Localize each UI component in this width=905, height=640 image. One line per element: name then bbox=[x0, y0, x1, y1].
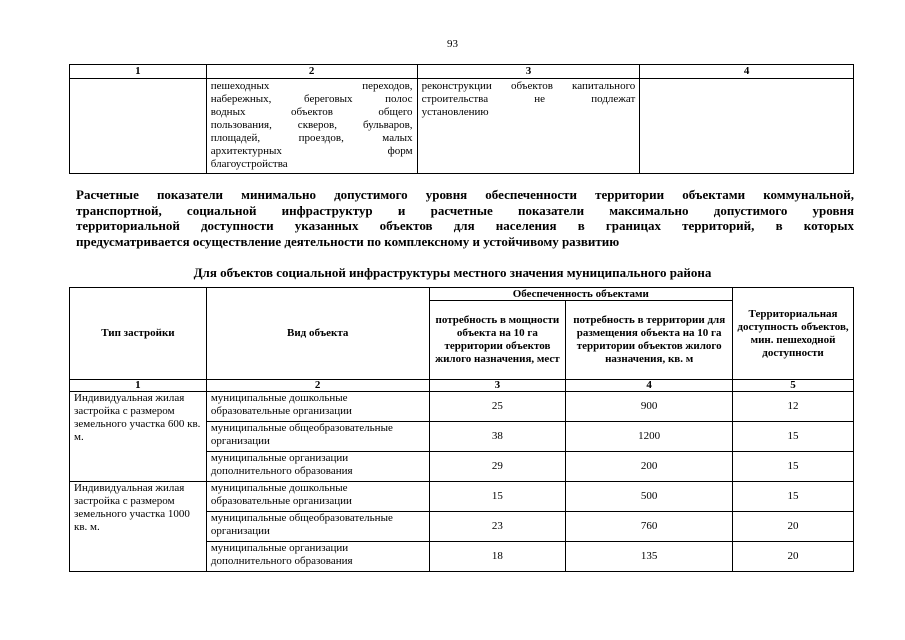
col-number: 2 bbox=[206, 380, 429, 392]
object-type: муниципальные организации дополнительного образования bbox=[206, 452, 429, 482]
col-number: 2 bbox=[206, 65, 417, 79]
access-value: 15 bbox=[733, 422, 854, 452]
header-area: потребность в территории для размещения объекта на 10 га территории объектов жилого назначения, кв. м bbox=[566, 301, 733, 380]
capacity-value: 25 bbox=[429, 392, 566, 422]
header-capacity: потребность в мощности объекта на 10 га территории объектов жилого назначения, мест bbox=[429, 301, 566, 380]
text-line: благоустройства bbox=[210, 158, 288, 170]
section-heading bbox=[76, 187, 854, 249]
text-line: водных объектов общего bbox=[210, 106, 413, 118]
continuation-col3 bbox=[417, 79, 640, 174]
table-subheading: Для объектов социальной инфраструктуры местного значения муниципального района bbox=[193, 265, 712, 280]
header-object: Вид объекта bbox=[206, 288, 429, 380]
col-number: 3 bbox=[429, 380, 566, 392]
col-number: 4 bbox=[640, 65, 854, 79]
capacity-value: 38 bbox=[429, 422, 566, 452]
table-row bbox=[70, 482, 854, 512]
capacity-value: 29 bbox=[429, 452, 566, 482]
heading-line: Расчетные показатели минимально допустимого уровня обеспеченности территории объектами коммунальной, bbox=[76, 187, 854, 202]
heading-line: предусматривается осуществление деятельности по комплексному и устойчивому развитию bbox=[76, 233, 620, 249]
building-type: Индивидуальная жилая застройка с размером земельного участка 1000 кв. м. bbox=[70, 482, 207, 572]
col-number: 1 bbox=[70, 65, 207, 79]
col-number: 5 bbox=[733, 380, 854, 392]
object-type: муниципальные дошкольные образовательные организации bbox=[206, 392, 429, 422]
access-value: 15 bbox=[733, 482, 854, 512]
col-number: 1 bbox=[70, 380, 207, 392]
text-line: реконструкции объектов капитального bbox=[421, 80, 636, 92]
col-number: 4 bbox=[566, 380, 733, 392]
access-value: 15 bbox=[733, 452, 854, 482]
header-row bbox=[70, 288, 854, 301]
continuation-header-row bbox=[70, 65, 854, 79]
empty-cell bbox=[70, 79, 207, 174]
page-number: 93 bbox=[447, 38, 458, 50]
header-provision: Обеспеченность объектами bbox=[429, 288, 733, 301]
access-value: 20 bbox=[733, 542, 854, 572]
area-value: 900 bbox=[566, 392, 733, 422]
area-value: 500 bbox=[566, 482, 733, 512]
continuation-table bbox=[69, 64, 854, 174]
text-line: площадей, проездов, малых bbox=[210, 132, 413, 144]
access-value: 20 bbox=[733, 512, 854, 542]
text-line: строительства не подлежат bbox=[421, 93, 636, 105]
object-type: муниципальные дошкольные образовательные организации bbox=[206, 482, 429, 512]
area-value: 200 bbox=[566, 452, 733, 482]
continuation-col2 bbox=[206, 79, 417, 174]
header-type: Тип застройки bbox=[70, 288, 207, 380]
area-value: 760 bbox=[566, 512, 733, 542]
column-number-row bbox=[70, 380, 854, 392]
social-infrastructure-table bbox=[69, 287, 854, 572]
area-value: 1200 bbox=[566, 422, 733, 452]
col-number: 3 bbox=[417, 65, 640, 79]
text-line: набережных, береговых полос bbox=[210, 93, 413, 105]
text-line: установлению bbox=[421, 106, 489, 118]
table-row bbox=[70, 392, 854, 422]
building-type: Индивидуальная жилая застройка с размером земельного участка 600 кв. м. bbox=[70, 392, 207, 482]
object-type: муниципальные общеобразовательные организации bbox=[206, 422, 429, 452]
heading-line: территориальной доступности указанных объектов для населения в границах территорий, в которых bbox=[76, 218, 854, 233]
access-value: 12 bbox=[733, 392, 854, 422]
object-type: муниципальные общеобразовательные организации bbox=[206, 512, 429, 542]
object-type: муниципальные организации дополнительного образования bbox=[206, 542, 429, 572]
capacity-value: 23 bbox=[429, 512, 566, 542]
text-line: пешеходных переходов, bbox=[210, 80, 413, 92]
header-access: Территориальная доступность объектов, мин. пешеходной доступности bbox=[733, 288, 854, 380]
capacity-value: 18 bbox=[429, 542, 566, 572]
text-line: пользования, скверов, бульваров, bbox=[210, 119, 413, 131]
heading-line: транспортной, социальной инфраструктур и расчетные показатели максимально допустимого уровня bbox=[76, 202, 854, 218]
text-line: архитектурных форм bbox=[210, 145, 413, 157]
continuation-row bbox=[70, 79, 854, 174]
area-value: 135 bbox=[566, 542, 733, 572]
empty-cell bbox=[640, 79, 854, 174]
capacity-value: 15 bbox=[429, 482, 566, 512]
